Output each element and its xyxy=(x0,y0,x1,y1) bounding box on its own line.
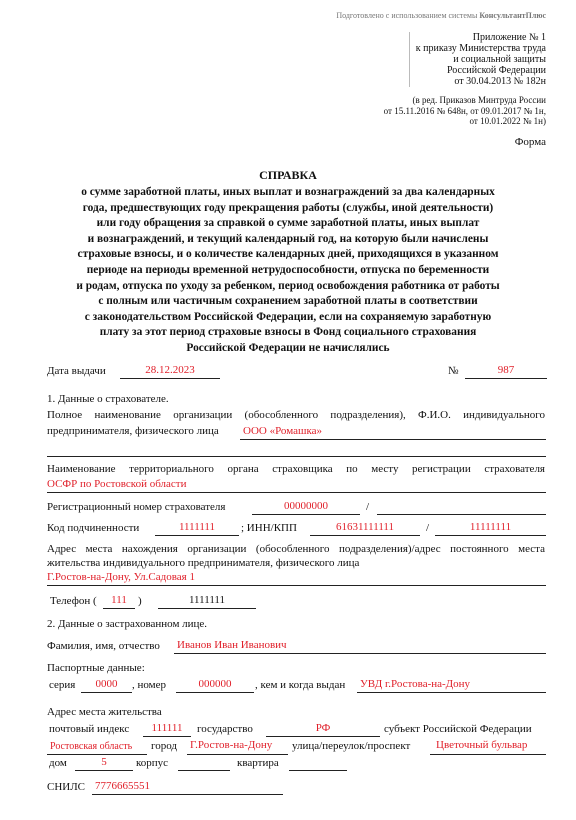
form-label: Форма xyxy=(514,136,546,148)
org-label-line: Полное наименование организации (обособленного подразделения), Ф.И.О. индивидуального xyxy=(47,409,545,421)
city-value[interactable]: Г.Ростов-на-Дону xyxy=(190,739,273,751)
postal-code-value[interactable]: 111111 xyxy=(151,722,183,734)
address-label xyxy=(47,542,545,557)
snils-label: СНИЛС xyxy=(47,781,86,793)
revision-marker xyxy=(409,32,410,87)
subject-label: субъект Российской Федерации xyxy=(384,723,532,735)
org-label-line: предпринимателя, физического лица xyxy=(47,425,219,437)
passport-issued-value[interactable]: УВД г.Ростова-на-Дону xyxy=(360,678,471,690)
inn-line xyxy=(310,535,420,536)
reg-number-line-2 xyxy=(377,514,546,515)
source-note xyxy=(336,11,546,20)
territorial-line xyxy=(47,492,546,493)
fio-value[interactable]: Иванов Иван Иванович xyxy=(177,639,287,651)
subordination-value[interactable]: 1111111 xyxy=(178,521,216,533)
source-note-brand: КонсультантПлюс xyxy=(479,11,546,20)
passport-issued-label: , кем и когда выдан xyxy=(255,679,346,691)
appendix-line: и социальной защиты xyxy=(453,54,546,65)
territorial-label xyxy=(47,462,545,477)
postal-code-label: почтовый индекс xyxy=(49,723,130,735)
appendix-header xyxy=(416,32,546,87)
street-value[interactable]: Цветочный бульвар xyxy=(436,739,528,751)
section2-heading: 2. Данные о застрахованном лице. xyxy=(47,618,208,630)
phone-code-value[interactable]: 111 xyxy=(111,594,127,606)
appendix-line: Приложение № 1 xyxy=(472,32,546,43)
inn-kpp-slash: / xyxy=(426,522,430,534)
issue-date-value[interactable]: 28.12.2023 xyxy=(145,364,195,376)
address-line xyxy=(47,585,546,586)
fio-line xyxy=(174,653,546,654)
kpp-value[interactable]: 11111111 xyxy=(469,521,512,533)
org-name-value[interactable]: ООО «Ромашка» xyxy=(243,425,323,437)
city-label: город xyxy=(151,740,178,752)
subtitle-line: года, предшествующих году прекращения работы (службы, иной деятельности) xyxy=(82,201,494,214)
org-label xyxy=(47,408,545,423)
subtitle-line: Российской Федерации не начислялись xyxy=(186,341,390,354)
appendix-line: Российской Федерации xyxy=(446,65,546,76)
fio-label: Фамилия, имя, отчество xyxy=(47,640,160,652)
revisions-note xyxy=(384,95,546,127)
passport-series-label: серия xyxy=(49,679,76,691)
apartment-label: квартира xyxy=(237,757,279,769)
house-value[interactable]: 5 xyxy=(101,756,107,768)
phone-close-paren: ) xyxy=(138,595,142,607)
reg-number-value[interactable]: 00000000 xyxy=(284,500,328,512)
subtitle-line: плату за этот период страховые взносы в Фонд социального страхования xyxy=(99,326,477,339)
passport-number-value[interactable]: 000000 xyxy=(198,678,232,690)
revision-line: от 10.01.2022 № 1н) xyxy=(469,116,546,126)
country-value[interactable]: РФ xyxy=(315,722,331,734)
street-line xyxy=(430,754,546,755)
house-label: дом xyxy=(49,757,67,769)
passport-series-value[interactable]: 0000 xyxy=(95,678,118,690)
street-label: улица/переулок/проспект xyxy=(292,740,411,752)
reg-number-line xyxy=(252,514,360,515)
passport-series-line xyxy=(81,692,132,693)
subject-value[interactable]: Ростовская область xyxy=(50,741,133,752)
issue-number-label: № xyxy=(448,365,459,377)
postal-code-line xyxy=(143,736,191,737)
issue-date-label: Дата выдачи xyxy=(47,365,106,377)
country-line xyxy=(266,736,380,737)
building-line xyxy=(178,770,230,771)
subordination-label: Код подчиненности xyxy=(47,522,140,534)
subtitle-line: периоде на периоды временной нетрудоспособности, отпуска по беременности xyxy=(86,263,490,276)
subject-line xyxy=(47,754,147,755)
passport-label: Паспортные данные: xyxy=(47,662,145,674)
reg-number-slash: / xyxy=(366,501,370,513)
appendix-line: к приказу Министерства труда xyxy=(415,43,546,54)
phone-number-value[interactable]: 1111111 xyxy=(188,594,226,606)
snils-line xyxy=(92,794,283,795)
subtitle-line: и родам, отпуска по уходу за ребенком, период освобождения работника от работы xyxy=(76,279,500,292)
issue-date-line xyxy=(120,378,220,379)
house-line xyxy=(75,770,133,771)
revision-line: (в ред. Приказов Минтруда России xyxy=(412,95,546,105)
territorial-value[interactable]: ОСФР по Ростовской области xyxy=(47,478,187,490)
residence-label: Адрес места жительства xyxy=(47,706,162,718)
city-line xyxy=(187,754,288,755)
document-subtitle xyxy=(40,185,536,357)
territorial-label-text: Наименование территориального органа страховщика по месту регистрации страхователя xyxy=(47,463,545,475)
org-name-line xyxy=(240,439,546,440)
subordination-line xyxy=(155,535,239,536)
phone-code-line xyxy=(103,608,135,609)
org-name-line-2 xyxy=(47,456,546,457)
address-value[interactable]: Г.Ростов-на-Дону, Ул.Садовая 1 xyxy=(47,571,195,583)
subtitle-line: с законодательством Российской Федерации, если на сохраняемую заработную xyxy=(84,310,492,323)
phone-label: Телефон ( xyxy=(50,595,97,607)
address-label-line: жительства индивидуального предпринимателя, физического лица xyxy=(47,557,360,569)
address-label-line: Адрес места нахождения организации (обособленного подразделения)/адрес постоянного места xyxy=(47,543,545,555)
subtitle-line: страховые взносы, и о количестве календарных дней, приходящихся в указанном xyxy=(77,248,499,261)
apartment-line xyxy=(289,770,347,771)
passport-issued-line xyxy=(357,692,546,693)
appendix-line: от 30.04.2013 № 182н xyxy=(454,76,546,87)
subtitle-line: и вознаграждений, и текущий календарный год, на которую были начислены xyxy=(87,232,489,245)
document-title: СПРАВКА xyxy=(259,168,317,182)
inn-kpp-label: ; ИНН/КПП xyxy=(241,522,297,534)
source-note-prefix: Подготовлено с использованием системы xyxy=(336,11,480,20)
passport-number-line xyxy=(176,692,254,693)
snils-value[interactable]: 7776665551 xyxy=(95,780,150,792)
inn-value[interactable]: 61631111111 xyxy=(335,521,395,533)
country-label: государство xyxy=(197,723,253,735)
subtitle-line: с полным или частичным сохранением заработной платы в соответствии xyxy=(98,295,478,308)
subtitle-line: или году обращения за справкой о сумме заработной платы, иных выплат xyxy=(96,217,480,230)
subtitle-line: о сумме заработной платы, иных выплат и вознаграждений за два календарных xyxy=(81,186,495,198)
kpp-line xyxy=(435,535,546,536)
section1-heading: 1. Данные о страхователе. xyxy=(47,393,169,405)
issue-number-line xyxy=(465,378,547,379)
phone-number-line xyxy=(158,608,256,609)
building-label: корпус xyxy=(136,757,169,769)
reg-number-label: Регистрационный номер страхователя xyxy=(47,501,226,513)
passport-number-label: , номер xyxy=(132,679,167,691)
revision-line: от 15.11.2016 № 648н, от 09.01.2017 № 1н, xyxy=(383,105,546,116)
issue-number-value[interactable]: 987 xyxy=(497,364,515,376)
